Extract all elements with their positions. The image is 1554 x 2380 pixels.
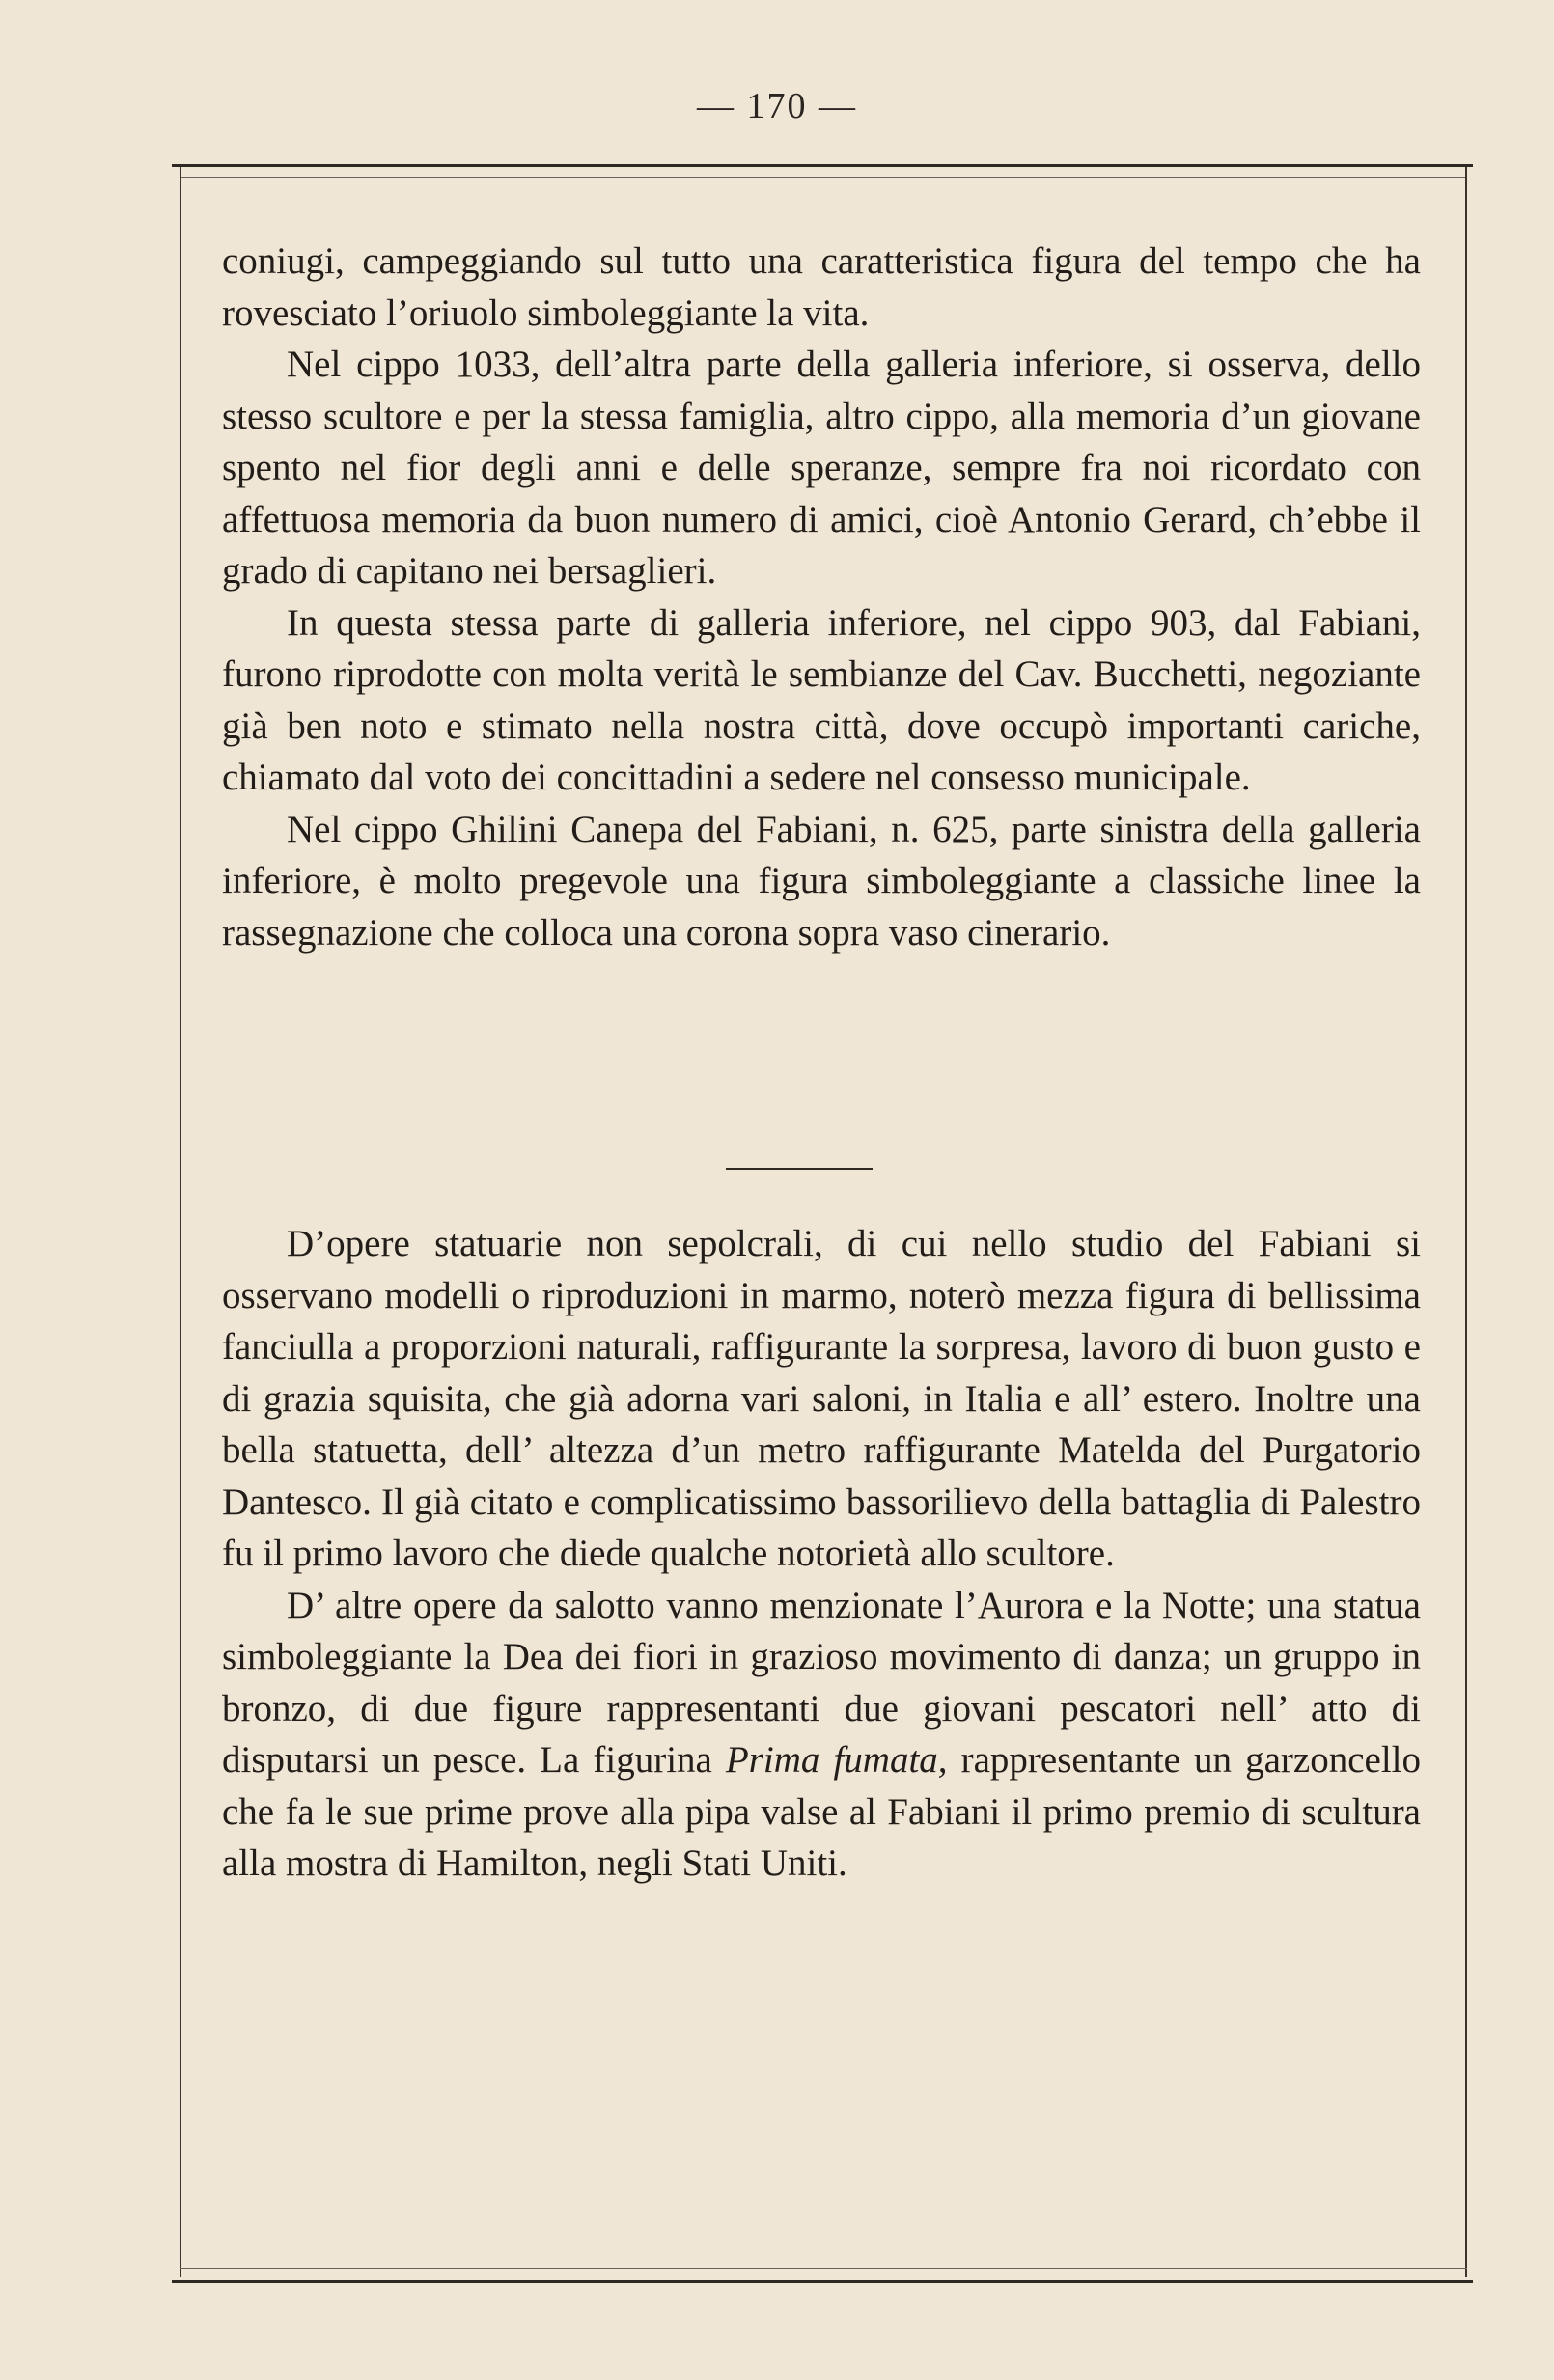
text-block-first <box>222 235 1421 958</box>
paragraph-cippo-ghilini: Nel cippo Ghilini Canepa del Fabiani, n. 625, parte sinistra della galleria inferiore, è molto pregevole una figura simboleggiante a classiche linee la rassegnazione che colloca una corona sopra vaso cinerario. <box>222 808 1421 954</box>
paragraph-continuation: coniugi, campeggiando sul tutto una caratteristica figura del tempo che ha rovesciato l’oriuolo simboleggiante la vita. <box>222 240 1421 334</box>
rule-bottom-thick <box>172 2280 1473 2283</box>
paragraph-opere-salotto-text-b: rappresentante un garzoncello che fa le sue prime prove alla pipa valse al Fabiani il primo premio di scultura alla mostra di Hamilton, negli Stati Uniti. <box>222 1739 1421 1884</box>
paragraph-cippo-903: In questa stessa parte di galleria inferiore, nel cippo 903, dal Fabiani, furono riprodotte con molta verità le sembianze del Cav. Bucchetti, negoziante già ben noto e stimato nella nostra città, dove occupò importanti cariche, chiamato dal voto dei concittadini a sedere nel consesso municipale. <box>222 601 1421 798</box>
paragraph-opere-salotto <box>222 1580 1421 1890</box>
paragraph-opere-salotto-text-a: D’ altre opere da salotto vanno menzionate l’Aurora e la Notte; una statua simboleggiante la Dea dei fiori in grazioso movimento di danza; un gruppo in bronzo, di due figure rappresentanti due giovani pescatori nell’ atto di disputarsi un pesce. La figurina <box>222 1584 1421 1781</box>
text-block-second <box>222 1218 1421 1890</box>
paragraph-cippo-1033: Nel cippo 1033, dell’altra parte della galleria inferiore, si osserva, dello stesso scultore e per la stessa famiglia, altro cippo, alla memoria d’un giovane spento nel fior degli anni e delle speranze, sempre fra noi ricordato con affettuosa memoria da buon numero di amici, cioè Antonio Gerard, ch’ebbe il grado di capitano nei bersaglieri. <box>222 344 1421 592</box>
rule-bottom <box>180 2268 1467 2269</box>
page-number: — 170 — <box>697 86 857 126</box>
section-separator <box>726 1168 873 1170</box>
artwork-title: Prima fumata, <box>725 1739 948 1781</box>
paragraph-opere-statuarie: D’opere statuarie non sepolcrali, di cui nello studio del Fabiani si osservano modelli o riproduzioni in marmo, noterò mezza figura di bellissima fanciulla a proporzioni naturali, raffigurante la sorpresa, lavoro di buon gusto e di grazia squisita, che già adorna vari saloni, in Italia e all’ estero. Inoltre una bella statuetta, dell’ altezza d’un metro raffigurante Matelda del Purgatorio Dantesco. Il già citato e complicatissimo bassorilievo della battaglia di Palestro fu il primo lavoro che diede qualche notorietà allo scultore. <box>222 1223 1421 1574</box>
